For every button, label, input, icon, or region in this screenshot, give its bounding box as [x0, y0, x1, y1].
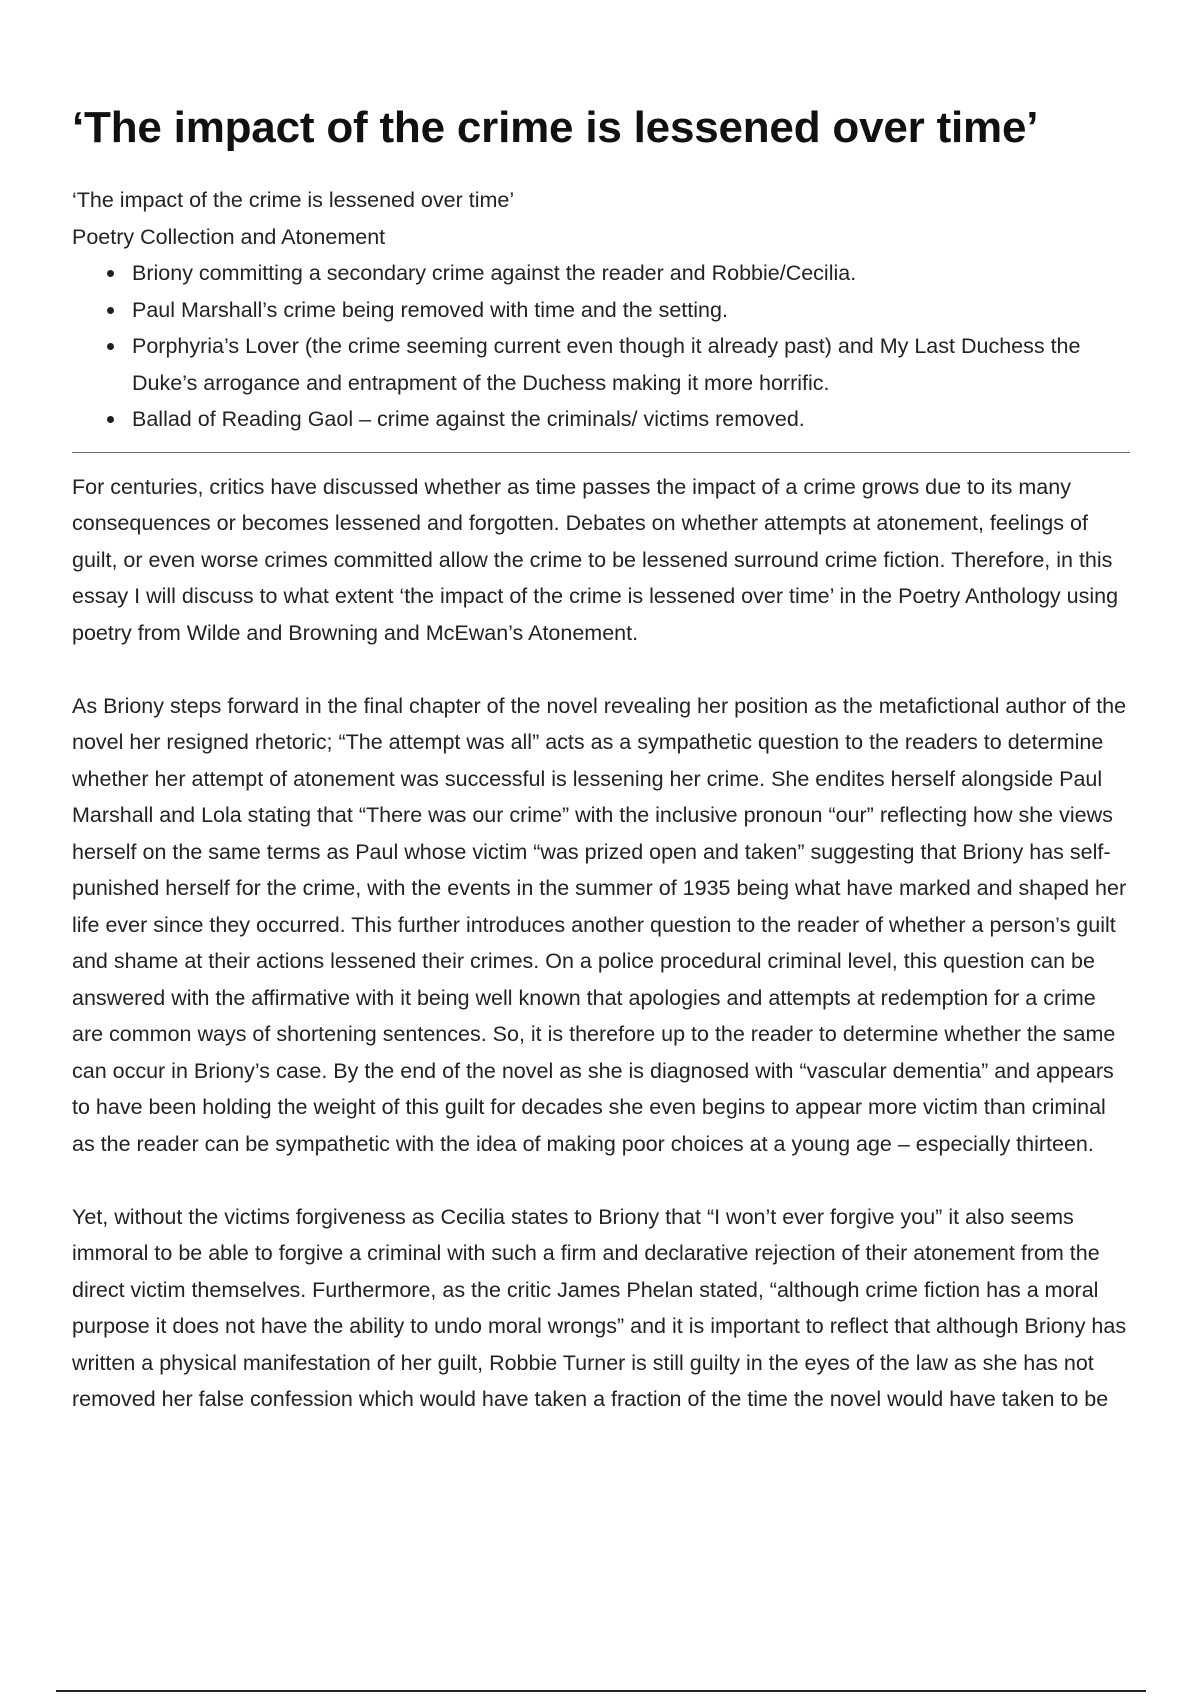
subheading-block	[72, 182, 1132, 255]
bullet-list	[72, 255, 1132, 438]
essay-body	[72, 469, 1132, 1418]
paragraph: For centuries, critics have discussed whether as time passes the impact of a crime grows due to its many consequences or becomes lessened and forgotten. Debates on whether attempts at atonement, feelings of guilt, or even worse crimes committed allow the crime to be lessened surround crime fiction. Therefore, in this essay I will discuss to what extent ‘the impact of the crime is lessened over time’ in the Poetry Anthology using poetry from Wilde and Browning and McEwan’s Atonement.	[72, 474, 1119, 645]
page-bottom-rule	[56, 1690, 1146, 1692]
bullet-item: Briony committing a secondary crime against the reader and Robbie/Cecilia.	[132, 255, 1132, 292]
bullet-item: Porphyria’s Lover (the crime seeming current even though it already past) and My Last Duchess the Duke’s arrogance and entrapment of the Duchess making it more horrific.	[132, 328, 1132, 401]
paragraph: Yet, without the victims forgiveness as Cecilia states to Briony that “I won’t ever forgive you” it also seems immoral to be able to forgive a criminal with such a firm and declarative rejection of their atonement from the direct victim themselves. Furthermore, as the critic James Phelan stated, “although crime fiction has a moral purpose it does not have the ability to undo moral wrongs” and it is important to reflect that although Briony has written a physical manifestation of her guilt, Robbie Turner is still guilty in the eyes of the law as she has not removed her false confession which would have taken a fraction of the time the novel would have taken to be	[72, 1204, 1127, 1411]
subheading-line-2: Poetry Collection and Atonement	[72, 224, 386, 249]
subheading-line-1: ‘The impact of the crime is lessened over time’	[72, 188, 515, 212]
page-title: ‘The impact of the crime is lessened over time’	[72, 103, 1039, 152]
bullet-item: Ballad of Reading Gaol – crime against the criminals/ victims removed.	[132, 401, 1132, 438]
paragraph: As Briony steps forward in the final chapter of the novel revealing her position as the metafictional author of the novel her resigned rhetoric; “The attempt was all” acts as a sympathetic question to the readers to determine whether her attempt of atonement was successful is lessening her crime. She endites herself alongside Paul Marshall and Lola stating that “There was our crime” with the inclusive pronoun “our” reflecting how she views herself on the same terms as Paul whose victim “was prized open and taken” suggesting that Briony has self-punished herself for the crime, with the events in the summer of 1935 being what have marked and shaped her life ever since they occurred. This further introduces another question to the reader of whether a person’s guilt and shame at their actions lessened their crimes. On a police procedural criminal level, this question can be answered with the affirmative with it being well known that apologies and attempts at redemption for a crime are common ways of shortening sentences. So, it is therefore up to the reader to determine whether the same can occur in Briony’s case. By the end of the novel as she is diagnosed with “vascular dementia” and appears to have been holding the weight of this guilt for decades she even begins to appear more victim than criminal as the reader can be sympathetic with the idea of making poor choices at a young age – especially thirteen.	[72, 693, 1127, 1156]
section-divider	[72, 452, 1130, 453]
bullet-item: Paul Marshall’s crime being removed with time and the setting.	[132, 292, 1132, 329]
document-page	[72, 100, 1132, 1454]
